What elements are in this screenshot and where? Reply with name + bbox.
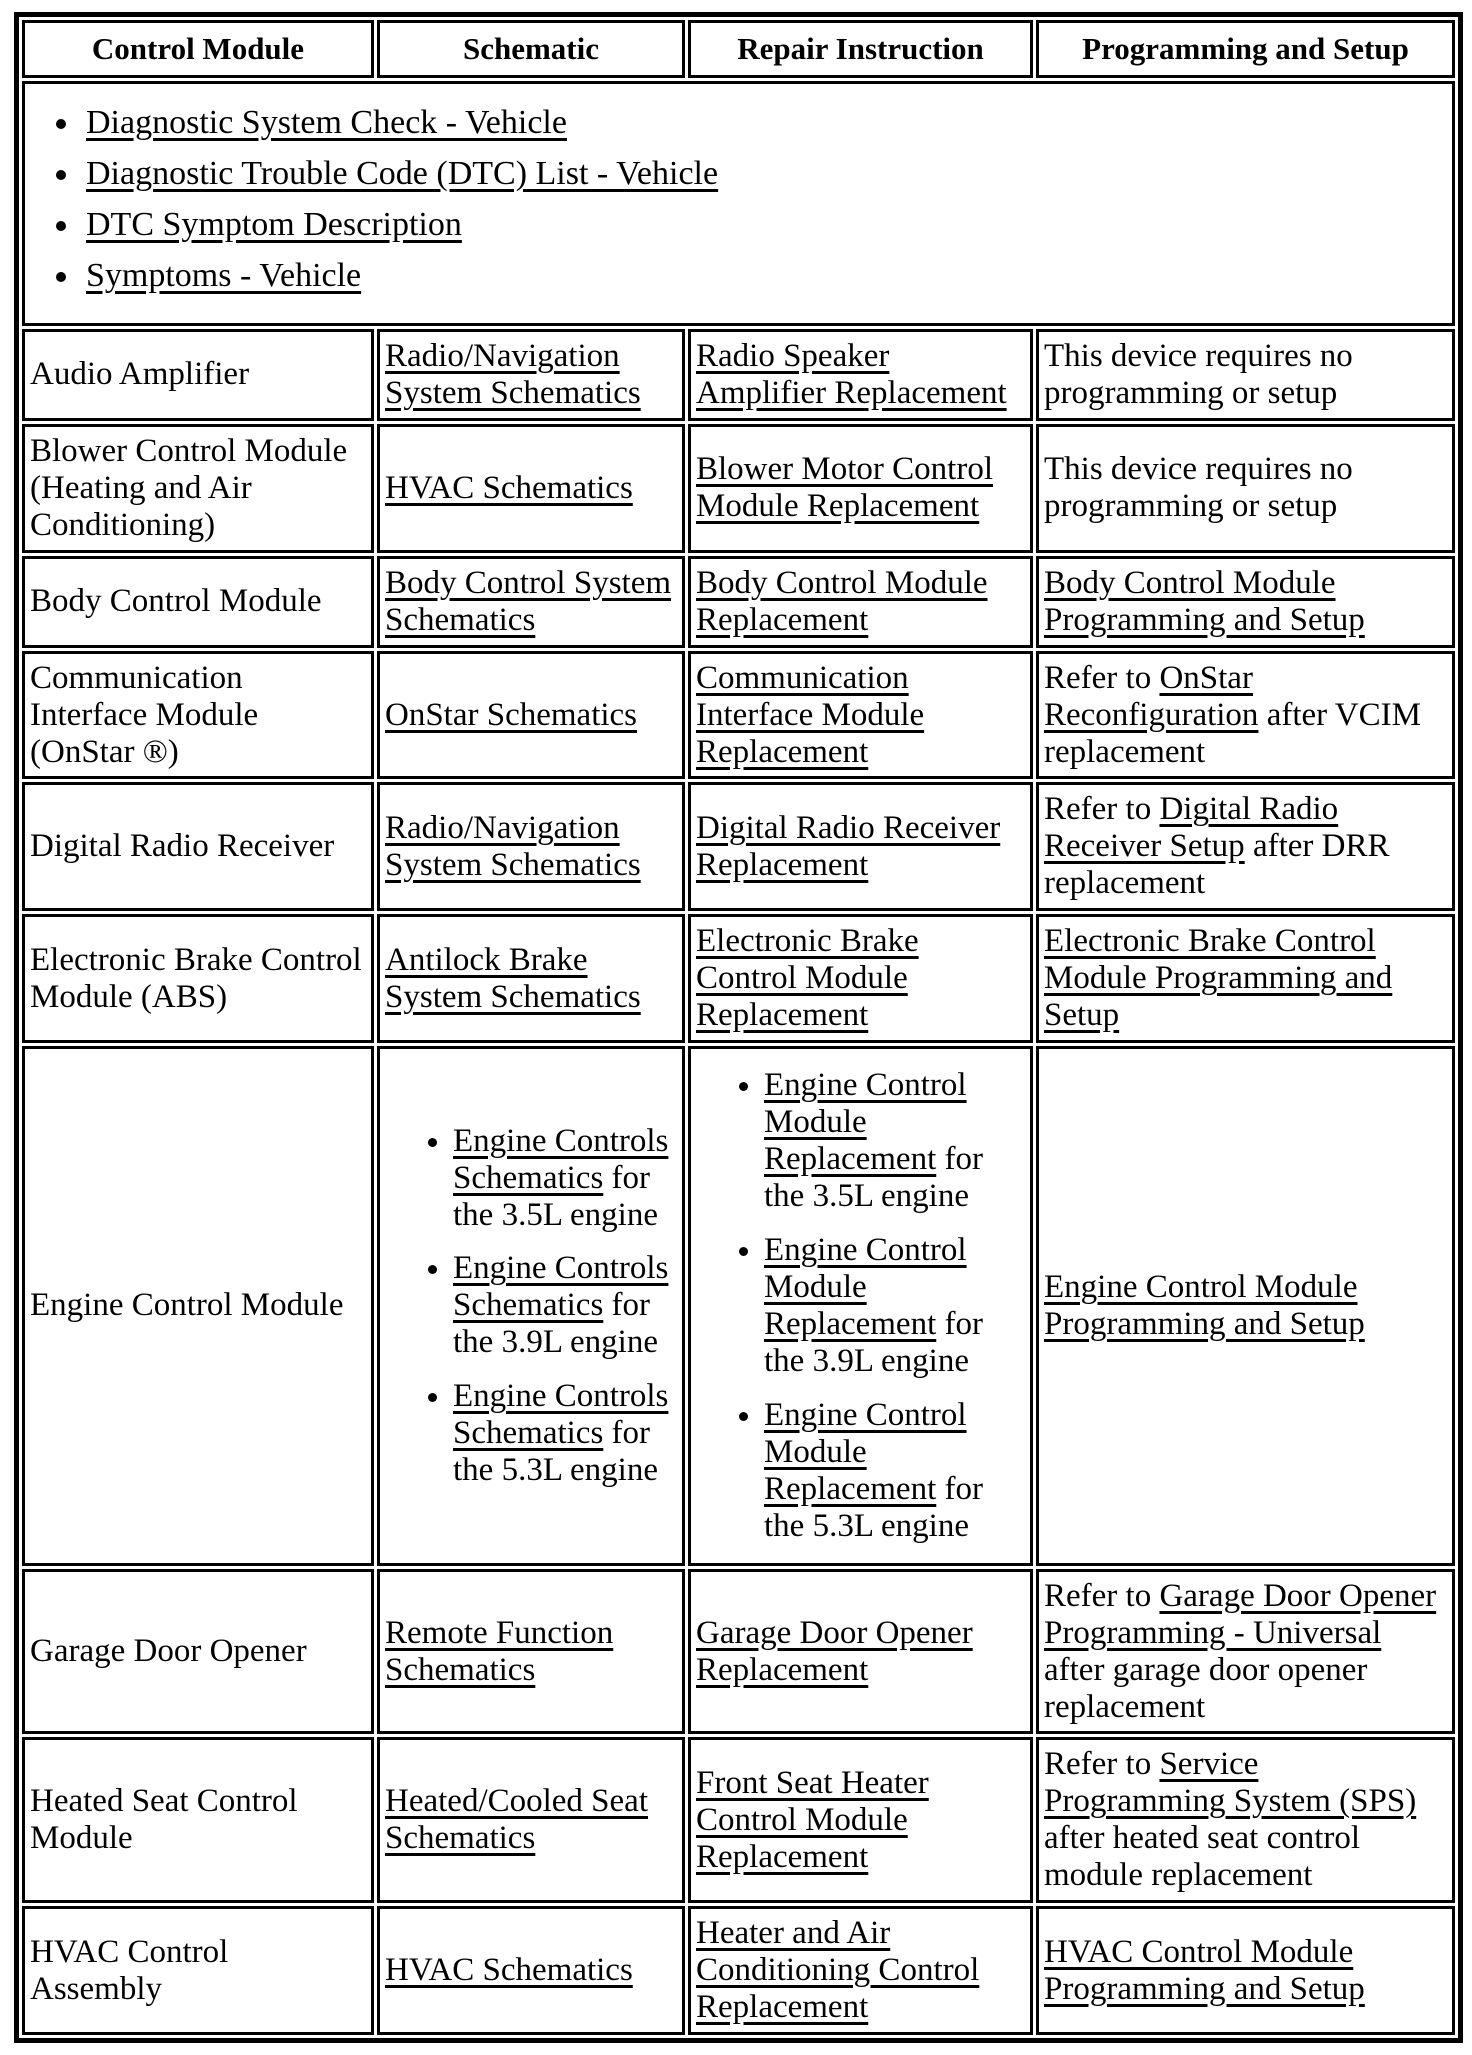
doc-link[interactable]: Remote Function Schematics bbox=[385, 1614, 614, 1688]
doc-link[interactable]: Radio/Navigation System Schematics bbox=[385, 809, 641, 883]
cell-text: for the 5.3L engine bbox=[764, 1470, 983, 1544]
table-row bbox=[22, 424, 1455, 553]
repair-instruction-cell bbox=[688, 651, 1033, 780]
intro-list-item bbox=[82, 104, 1447, 142]
schematic-cell bbox=[377, 1569, 685, 1735]
repair-instruction-cell bbox=[688, 329, 1033, 421]
programming-cell bbox=[1036, 782, 1455, 911]
schematic-cell bbox=[377, 914, 685, 1043]
doc-link[interactable]: OnStar Reconfiguration bbox=[1044, 659, 1259, 733]
table-row bbox=[22, 329, 1455, 421]
doc-link[interactable]: Engine Control Module Replacement bbox=[764, 1232, 967, 1342]
repair-instruction-cell bbox=[688, 1737, 1033, 1903]
cell-text: This device requires no programming or setup bbox=[1044, 337, 1353, 411]
doc-link[interactable]: Engine Control Module Programming and Setup bbox=[1044, 1268, 1365, 1342]
cell-text: Communication Interface Module (OnStar ®) bbox=[30, 659, 259, 770]
doc-link[interactable]: Body Control Module Programming and Setup bbox=[1044, 564, 1365, 638]
table-row bbox=[22, 1569, 1455, 1735]
repair-instruction-cell bbox=[688, 782, 1033, 911]
schematic-cell bbox=[377, 651, 685, 780]
header-row bbox=[22, 20, 1455, 78]
module-cell bbox=[22, 556, 374, 648]
programming-cell bbox=[1036, 424, 1455, 553]
schematic-cell bbox=[377, 556, 685, 648]
control-module-table bbox=[14, 12, 1463, 2043]
doc-link[interactable]: Radio/Navigation System Schematics bbox=[385, 337, 641, 411]
cell-text: Garage Door Opener bbox=[30, 1633, 307, 1670]
cell-text: for the 5.3L engine bbox=[453, 1415, 658, 1489]
repair-instruction-cell bbox=[688, 1569, 1033, 1735]
doc-link[interactable]: Engine Control Module Replacement bbox=[764, 1067, 967, 1178]
doc-link[interactable]: Engine Controls Schematics bbox=[453, 1122, 669, 1196]
doc-link[interactable]: Diagnostic System Check - Vehicle bbox=[86, 103, 567, 141]
programming-cell bbox=[1036, 556, 1455, 648]
cell-link-list bbox=[385, 1123, 677, 1490]
doc-link[interactable]: Antilock Brake System Schematics bbox=[385, 941, 641, 1015]
table-row bbox=[22, 1046, 1455, 1565]
schematic-cell bbox=[377, 424, 685, 553]
table-row bbox=[22, 651, 1455, 780]
doc-link[interactable]: HVAC Schematics bbox=[385, 1952, 633, 1989]
repair-instruction-cell bbox=[688, 556, 1033, 648]
cell-text: Electronic Brake Control Module (ABS) bbox=[30, 941, 362, 1015]
doc-link[interactable]: Engine Control Module Replacement bbox=[764, 1396, 967, 1507]
module-cell bbox=[22, 1046, 374, 1565]
schematic-cell bbox=[377, 329, 685, 421]
module-cell bbox=[22, 1906, 374, 2035]
cell-text: This device requires no programming or setup bbox=[1044, 451, 1353, 525]
cell-text: for the 3.9L engine bbox=[764, 1305, 983, 1379]
cell-list-item bbox=[453, 1378, 677, 1489]
programming-cell bbox=[1036, 1906, 1455, 2035]
cell-text: after garage door opener replacement bbox=[1044, 1651, 1368, 1725]
cell-text: Refer to bbox=[1044, 659, 1160, 696]
cell-text: Audio Amplifier bbox=[30, 356, 250, 393]
cell-text: after DRR replacement bbox=[1044, 828, 1390, 902]
col-header-repair-instruction: Repair Instruction bbox=[688, 20, 1033, 78]
module-cell bbox=[22, 651, 374, 780]
schematic-cell bbox=[377, 1737, 685, 1903]
doc-link[interactable]: Service Programming System (SPS) bbox=[1044, 1746, 1417, 1820]
doc-link[interactable]: Symptoms - Vehicle bbox=[86, 256, 362, 294]
cell-list-item bbox=[764, 1397, 1025, 1545]
col-header-control-module: Control Module bbox=[22, 20, 374, 78]
table-row bbox=[22, 1737, 1455, 1903]
module-cell bbox=[22, 329, 374, 421]
module-cell bbox=[22, 1737, 374, 1903]
doc-link[interactable]: Heater and Air Conditioning Control Replacement bbox=[696, 1915, 980, 2026]
doc-link[interactable]: HVAC Schematics bbox=[385, 469, 633, 506]
intro-link-list bbox=[30, 104, 1447, 295]
table-row bbox=[22, 556, 1455, 648]
doc-link[interactable]: Garage Door Opener Programming - Universal bbox=[1044, 1577, 1437, 1651]
doc-link[interactable]: Communication Interface Module Replacement bbox=[696, 659, 925, 770]
doc-link[interactable]: Garage Door Opener Replacement bbox=[696, 1614, 973, 1688]
cell-link-list bbox=[696, 1067, 1025, 1544]
repair-instruction-cell bbox=[688, 914, 1033, 1043]
intro-list-item bbox=[82, 257, 1447, 295]
cell-list-item bbox=[453, 1250, 677, 1361]
cell-text: for the 3.5L engine bbox=[764, 1141, 983, 1215]
table-row bbox=[22, 782, 1455, 911]
cell-text: Body Control Module bbox=[30, 583, 322, 620]
cell-text: after VCIM replacement bbox=[1044, 696, 1421, 770]
doc-link[interactable]: Digital Radio Receiver Replacement bbox=[696, 809, 1001, 883]
schematic-cell bbox=[377, 1906, 685, 2035]
intro-cell bbox=[22, 81, 1455, 326]
doc-link[interactable]: Radio Speaker Amplifier Replacement bbox=[696, 337, 1007, 411]
cell-text: Digital Radio Receiver bbox=[30, 828, 335, 865]
cell-text: for the 3.5L engine bbox=[453, 1159, 658, 1233]
doc-link[interactable]: OnStar Schematics bbox=[385, 696, 638, 733]
cell-text: after heated seat control module replacement bbox=[1044, 1820, 1361, 1894]
cell-list-item bbox=[764, 1232, 1025, 1380]
intro-list-item bbox=[82, 155, 1447, 193]
doc-link[interactable]: Body Control System Schematics bbox=[385, 564, 672, 638]
doc-link[interactable]: Front Seat Heater Control Module Replacement bbox=[696, 1764, 929, 1875]
doc-link[interactable]: Heated/Cooled Seat Schematics bbox=[385, 1783, 649, 1857]
doc-link[interactable]: Engine Controls Schematics bbox=[453, 1250, 669, 1324]
programming-cell bbox=[1036, 914, 1455, 1043]
cell-text: Blower Control Module (Heating and Air Conditioning) bbox=[30, 432, 348, 543]
col-header-schematic: Schematic bbox=[377, 20, 685, 78]
programming-cell bbox=[1036, 329, 1455, 421]
cell-text: Refer to bbox=[1044, 1577, 1160, 1614]
doc-link[interactable]: Electronic Brake Control Module Programming and Setup bbox=[1044, 923, 1393, 1034]
doc-link[interactable]: Blower Motor Control Module Replacement bbox=[696, 451, 993, 525]
cell-text: HVAC Control Assembly bbox=[30, 1933, 229, 2007]
doc-link[interactable]: Electronic Brake Control Module Replacement bbox=[696, 923, 919, 1034]
programming-cell bbox=[1036, 651, 1455, 780]
module-cell bbox=[22, 424, 374, 553]
doc-link[interactable]: Body Control Module Replacement bbox=[696, 564, 988, 638]
cell-text: Heated Seat Control Module bbox=[30, 1783, 298, 1857]
cell-text: Refer to bbox=[1044, 791, 1160, 828]
cell-text: Refer to bbox=[1044, 1746, 1160, 1783]
intro-list-item bbox=[82, 206, 1447, 244]
programming-cell bbox=[1036, 1046, 1455, 1565]
module-cell bbox=[22, 1569, 374, 1735]
cell-text: for the 3.9L engine bbox=[453, 1287, 658, 1361]
repair-instruction-cell bbox=[688, 1046, 1033, 1565]
doc-link[interactable]: Digital Radio Receiver Setup bbox=[1044, 791, 1339, 865]
schematic-cell bbox=[377, 782, 685, 911]
col-header-programming-and-setup: Programming and Setup bbox=[1036, 20, 1455, 78]
table-row bbox=[22, 1906, 1455, 2035]
programming-cell bbox=[1036, 1569, 1455, 1735]
intro-row bbox=[22, 81, 1455, 326]
table-row bbox=[22, 914, 1455, 1043]
repair-instruction-cell bbox=[688, 424, 1033, 553]
doc-link[interactable]: DTC Symptom Description bbox=[86, 205, 462, 243]
module-cell bbox=[22, 914, 374, 1043]
doc-link[interactable]: Engine Controls Schematics bbox=[453, 1378, 669, 1452]
module-cell bbox=[22, 782, 374, 911]
cell-list-item bbox=[764, 1067, 1025, 1215]
repair-instruction-cell bbox=[688, 1906, 1033, 2035]
schematic-cell bbox=[377, 1046, 685, 1565]
cell-list-item bbox=[453, 1123, 677, 1234]
programming-cell bbox=[1036, 1737, 1455, 1903]
cell-text: Engine Control Module bbox=[30, 1287, 344, 1324]
doc-link[interactable]: Diagnostic Trouble Code (DTC) List - Vehicle bbox=[86, 154, 719, 192]
doc-link[interactable]: HVAC Control Module Programming and Setup bbox=[1044, 1933, 1365, 2007]
